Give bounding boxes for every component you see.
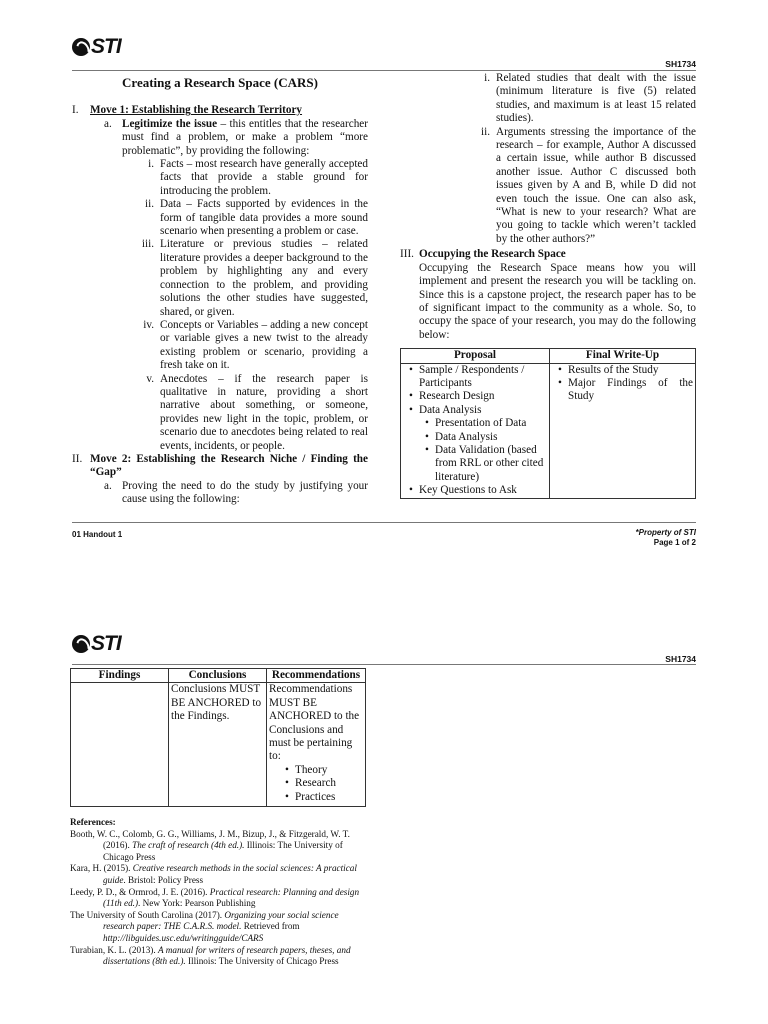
final-writeup-cell xyxy=(550,363,696,498)
proposal-cell xyxy=(401,363,550,498)
sti-logo xyxy=(72,632,121,656)
final-writeup-header: Final Write-Up xyxy=(550,349,696,363)
bullet-item: • Research xyxy=(279,777,363,790)
bullet-icon: • xyxy=(409,403,413,416)
reference-item: The University of South Carolina (2017). Organizing your social science research paper: THE C.A.R.S. model. Retrieved from http://libguides.usc.edu/writingguide/CARS xyxy=(70,909,339,943)
sti-logo xyxy=(72,35,121,59)
move3-text: Occupying the Research Space means how you will implement and present the research you will be tackling on. Since this is a capstone project, the research paper has to be of significant impact to the community as a whole. So, to occupy the space of your research, you may do the following below: xyxy=(419,261,696,341)
recommendations-header: Recommendations xyxy=(267,669,366,683)
conclusions-header: Conclusions xyxy=(169,669,267,683)
bullet-icon: • xyxy=(409,390,413,403)
bullet-item: • Results of the Study xyxy=(552,364,693,377)
page-2 xyxy=(0,620,768,1024)
bullet-item: • Presentation of Data xyxy=(403,417,547,430)
references-title: References: xyxy=(70,817,116,827)
bullet-item: • Data Analysis xyxy=(403,431,547,444)
left-column xyxy=(72,76,368,507)
conclusions-cell: Conclusions MUST BE ANCHORED to the Findings. xyxy=(169,683,267,807)
reference-item: Booth, W. C., Colomb, G. G., Williams, J. M., Bizup, J., & Fitzgerald, W. T. (2016). The craft of research (4th ed.). Illinois: The University of Chicago Press xyxy=(70,828,350,862)
list-item: i. Related studies that dealt with the issue (minimum literature is five (5) related studies, and maximum is at least 15 related studies). xyxy=(484,72,696,125)
bullet-icon: • xyxy=(285,763,289,776)
findings-header: Findings xyxy=(71,669,169,683)
footer-page-info: *Property of STI Page 1 of 2 xyxy=(635,528,696,547)
list-item: i. Facts – most research have generally accepted facts that provide a stable ground for introducing the problem. xyxy=(148,158,368,197)
bullet-icon: • xyxy=(285,790,289,803)
move1-items xyxy=(72,158,368,453)
bullet-icon: • xyxy=(558,376,562,389)
bullet-item: • Research Design xyxy=(403,390,547,403)
bullet-item: • Key Questions to Ask xyxy=(403,484,547,497)
header-rule xyxy=(72,70,696,71)
bullet-item: • Data Validation (based from RRL or other cited literature) xyxy=(403,444,547,484)
page-title: Creating a Research Space (CARS) xyxy=(122,75,318,90)
findings-cell xyxy=(71,683,169,807)
proposal-header: Proposal xyxy=(401,349,550,363)
header-rule xyxy=(72,664,696,665)
doc-code: SH1734 xyxy=(665,654,696,664)
bullet-item: • Theory xyxy=(279,764,363,777)
bullet-item: • Data Analysis xyxy=(403,404,547,417)
logo-text: STI xyxy=(91,632,121,656)
bullet-icon: • xyxy=(558,363,562,376)
bullet-item: • Sample / Respondents / Participants xyxy=(403,364,547,391)
move2-heading: II. Move 2: Establishing the Research Niche / Finding the “Gap” xyxy=(72,452,368,479)
list-item: ii. Data – Facts supported by evidences in the form of tangible data provides a more sound scenario when presenting a problem or case. xyxy=(144,198,368,238)
findings-table xyxy=(70,668,366,807)
proposal-table xyxy=(400,348,696,498)
references xyxy=(70,817,370,968)
move2-items xyxy=(400,72,696,246)
list-item: ii. Arguments stressing the importance of the research – for example, Author A discussed a certain issue, while author B discussed another issue. Author C discussed both issues given by A and B, while D did not even touch the issue. One can also ask, “What is new to your research? What are you going to tackle which weren’t tackled by the other authors?” xyxy=(480,125,696,245)
reference-item: Kara, H. (2015). Creative research methods in the social sciences: A practical guide. Bristol: Policy Press xyxy=(70,863,357,885)
logo-text: STI xyxy=(91,35,121,59)
footer-handout: 01 Handout 1 xyxy=(72,530,123,539)
reference-item: Turabian, K. L. (2013). A manual for writers of research papers, theses, and dissertations (8th ed.). Illinois: The University of Chicago Press xyxy=(70,944,351,967)
list-item: iii. Literature or previous studies – related literature provides a deeper background to the problem by highlighting any and every connection to the problem, and providing solutions the other studies have suggested, shared, or given. xyxy=(141,238,368,318)
move1-a: a. Legitimize the issue – this entitles that the researcher must find a problem, or make a problem “more problematic”, by providing the following: xyxy=(104,117,368,157)
recommendations-cell: Recommendations MUST BE ANCHORED to the Conclusions and must be pertaining to: • Theory • Research • Practices xyxy=(267,683,366,807)
bullet-item: • Practices xyxy=(279,791,363,804)
bullet-icon: • xyxy=(425,443,429,456)
bullet-item: • Major Findings of the Study xyxy=(552,377,693,404)
move2-a: a. Proving the need to do the study by justifying your cause using the following: xyxy=(104,479,368,506)
footer-rule xyxy=(72,522,696,523)
bullet-icon: • xyxy=(285,777,289,790)
sti-logo-icon xyxy=(72,38,90,56)
bullet-icon: • xyxy=(425,417,429,430)
move3-heading: III. Occupying the Research Space xyxy=(400,248,566,261)
bullet-icon: • xyxy=(409,484,413,497)
right-column xyxy=(400,72,696,499)
list-item: iv. Concepts or Variables – adding a new concept or variable gives a new twist to the already existing problem or scenario, providing a fresh take on it. xyxy=(143,318,368,372)
reference-link[interactable]: http://libguides.usc.edu/writingguide/CARS xyxy=(103,932,264,943)
sti-logo-icon xyxy=(72,635,90,653)
doc-code: SH1734 xyxy=(665,59,696,69)
bullet-icon: • xyxy=(409,363,413,376)
move1-heading: I. Move 1: Establishing the Research Territory xyxy=(72,104,303,117)
reference-item: Leedy, P. D., & Ormrod, J. E. (2016). Practical research: Planning and design (11th ed.). New York: Pearson Publishing xyxy=(70,886,360,909)
list-item: v. Anecdotes – if the research paper is qualitative in nature, providing a short narrative about something, or someone, provides new light in the topic, problem, or scenario due to anecdotes being related to real events, incidents, or people. xyxy=(146,372,368,452)
bullet-icon: • xyxy=(425,430,429,443)
